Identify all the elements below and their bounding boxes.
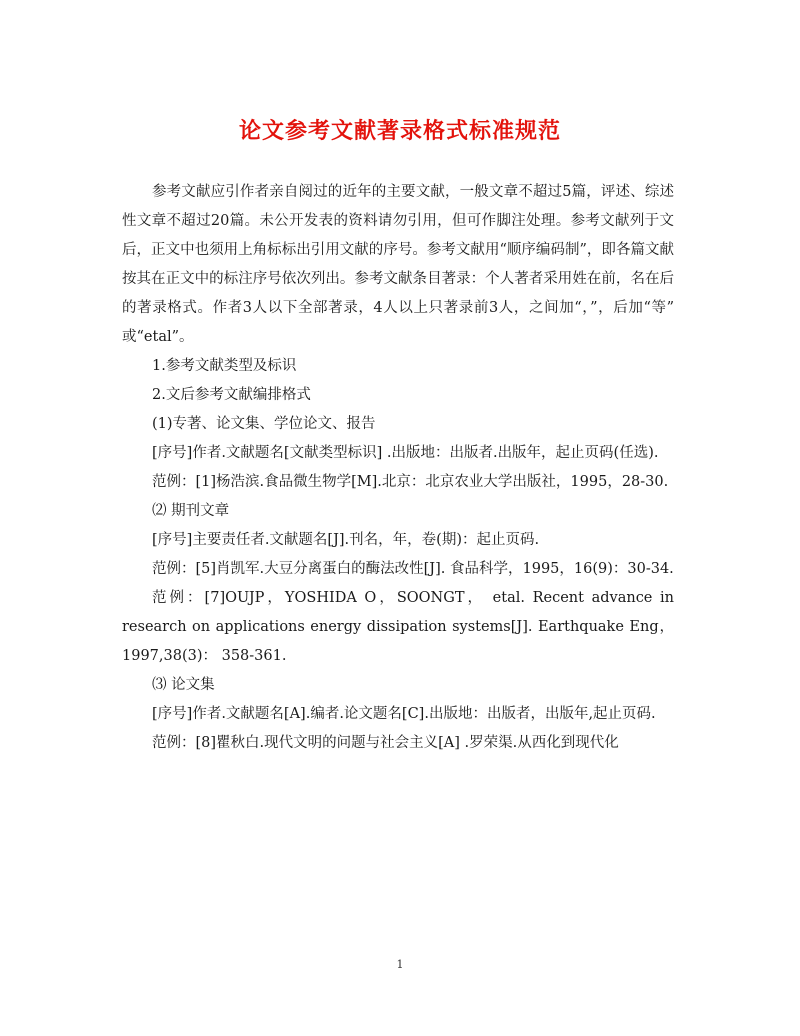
paragraph-reference-types: 1.参考文献类型及标识: [152, 358, 297, 374]
paragraph-journal-example-1: 范例：[5]肖凯军.大豆分离蛋白的酶法改性[J]. 食品科学，1995，16(9)：30-34.: [152, 561, 674, 577]
document-body: [122, 178, 674, 758]
paragraph-journal-example-2: 范例：[7]OUJP，YOSHIDA O，SOONGT， etal. Recent advance in research on applications energy dissipation systems[J]. Earthquake Eng，1997,38(3)： 358-361.: [122, 590, 674, 664]
paragraph-format-heading: 2.文后参考文献编排格式: [152, 387, 311, 403]
paragraph-monograph-example: 范例：[1]杨浩滨.食品微生物学[M].北京：北京农业大学出版社，1995，28-30.: [152, 474, 669, 490]
paragraph-proceedings-format: [序号]作者.文献题名[A].编者.论文题名[C].出版地：出版者，出版年,起止页码.: [152, 706, 656, 722]
paragraph-journal-heading: ⑵ 期刊文章: [152, 503, 230, 519]
document-title: 论文参考文献著录格式标准规范: [238, 118, 561, 144]
paragraph-journal-format: [序号]主要责任者.文献题名[J].刊名，年，卷(期)：起止页码.: [152, 532, 540, 548]
paragraph-monograph-heading: (1)专著、论文集、学位论文、报告: [152, 416, 376, 432]
page-number: 1: [396, 958, 404, 971]
paragraph-proceedings-example: 范例：[8]瞿秋白.现代文明的问题与社会主义[A] .罗荣渠.从西化到现代化: [152, 735, 619, 751]
paragraph-intro: 参考文献应引作者亲自阅过的近年的主要文献，一般文章不超过5篇，评述、综述性文章不超过20篇。未公开发表的资料请勿引用，但可作脚注处理。参考文献列于文后，正文中也须用上角标标出引用文献的序号。参考文献用“顺序编码制”，即各篇文献按其在正文中的标注序号依次列出。参考文献条目著录：个人著者采用姓在前，名在后的著录格式。作者3人以下全部著录，4人以上只著录前3人，之间加“，”，后加“等” 或“etal”。: [122, 184, 674, 345]
paragraph-monograph-format: [序号]作者.文献题名[文献类型标识] .出版地：出版者.出版年，起止页码(任选).: [152, 445, 659, 461]
paragraph-proceedings-heading: ⑶ 论文集: [152, 677, 215, 693]
